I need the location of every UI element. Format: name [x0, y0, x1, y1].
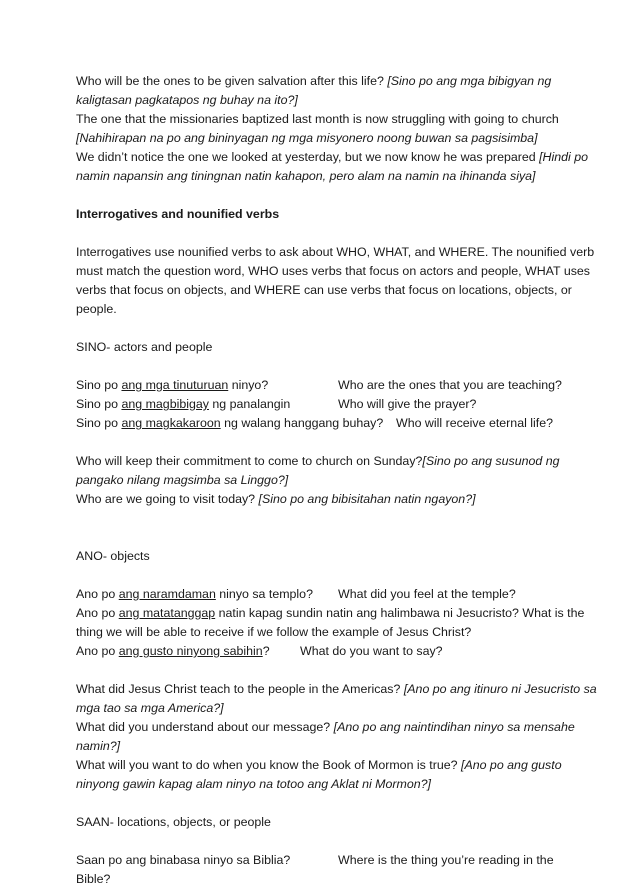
section-heading: Interrogatives and nounified verbs [76, 207, 280, 221]
english-translation: What did you feel at the temple? [338, 587, 516, 601]
paragraph-line: What did you understand about our message? [Ano po ang naintindihan ninyo sa mensahe [76, 720, 575, 734]
intro-line: people. [76, 302, 117, 316]
tagalog-text: [Hindi po [539, 150, 588, 164]
ano-row: Ano po ang gusto ninyong sabihin? What do you want to say? [76, 642, 576, 661]
paragraph-line: pangako nilang magsimba sa Linggo?] [76, 473, 289, 487]
paragraph-line [76, 148, 588, 167]
nounified-verb: ang mga tinuturuan [121, 378, 229, 392]
tagalog-text: [Sino po ang mga bibigyan ng [387, 74, 552, 88]
english-translation: What do you want to say? [300, 644, 443, 658]
nounified-verb: ang magbibigay [121, 397, 209, 411]
paragraph-line: ninyong gawin kapag alam ninyo na totoo ang Aklat ni Mormon?] [76, 777, 431, 791]
intro-line: verbs that focus on objects, and WHERE can use verbs that focus on locations, objects, or [76, 283, 572, 297]
nounified-verb: ang naramdaman [118, 587, 216, 601]
sino-row: Sino po ang magkakaroon ng walang hanggang buhay? Who will receive eternal life? [76, 414, 576, 433]
ano-title: ANO- objects [76, 549, 150, 563]
paragraph-line: mga tao sa mga America?] [76, 701, 224, 715]
paragraph-line: Who are we going to visit today? [Sino po ang bibisitahan natin ngayon?] [76, 492, 476, 506]
saan-title: SAAN- locations, objects, or people [76, 815, 271, 829]
nounified-verb: ang magkakaroon [121, 416, 221, 430]
document-page [76, 72, 597, 889]
english-text: We didn’t notice the one we looked at yesterday, but we now know he was prepared [76, 150, 540, 164]
paragraph-line [76, 72, 576, 91]
english-translation: Who will receive eternal life? [396, 416, 554, 430]
paragraph-line: [Nahihirapan na po ang bininyagan ng mga misyonero noong buwan sa pagsisimba] [76, 131, 538, 145]
nounified-verb: ang gusto ninyong sabihin [118, 644, 263, 658]
paragraph-line: namin napansin ang tiningnan natin kahapon, pero alam na namin na ihinanda siya] [76, 169, 536, 183]
paragraph-line: The one that the missionaries baptized last month is now struggling with going to church [76, 112, 559, 126]
nounified-verb: ang matatanggap [118, 606, 216, 620]
paragraph-line: namin?] [76, 739, 121, 753]
english-translation: Who are the ones that you are teaching? [338, 378, 562, 392]
paragraph-line: thing we will be able to receive if we follow the example of Jesus Christ? [76, 625, 472, 639]
paragraph-line: Bible? [76, 872, 111, 886]
english-translation: Where is the thing you’re reading in the [338, 853, 554, 867]
tagalog-text: Saan po ang binabasa ninyo sa Biblia? [76, 853, 291, 867]
sino-row: Sino po ang mga tinuturuan ninyo? Who are the ones that you are teaching? [76, 376, 576, 395]
ano-row: Ano po ang naramdaman ninyo sa templo? What did you feel at the temple? [76, 585, 576, 604]
ano-row: Ano po ang matatanggap natin kapag sundin natin ang halimbawa ni Jesucristo? What is the [76, 606, 585, 620]
paragraph-line: What will you want to do when you know the Book of Mormon is true? [Ano po ang gusto [76, 758, 562, 772]
sino-title: SINO- actors and people [76, 340, 213, 354]
paragraph-line: What did Jesus Christ teach to the people in the Americas? [Ano po ang itinuro ni Jesucristo sa [76, 682, 597, 696]
english-text: Who will be the ones to be given salvation after this life? [76, 74, 388, 88]
sino-row: Sino po ang magbibigay ng panalangin Who will give the prayer? [76, 395, 576, 414]
english-translation: Who will give the prayer? [338, 397, 477, 411]
intro-line: Interrogatives use nounified verbs to ask about WHO, WHAT, and WHERE. The nounified verb [76, 245, 595, 259]
paragraph-line: Who will keep their commitment to come to church on Sunday?[Sino po ang susunod ng [76, 454, 560, 468]
intro-line: must match the question word, WHO uses verbs that focus on actors and people, WHAT uses [76, 264, 590, 278]
paragraph-line: kaligtasan pagkatapos ng buhay na ito?] [76, 93, 298, 107]
saan-row [76, 851, 576, 870]
